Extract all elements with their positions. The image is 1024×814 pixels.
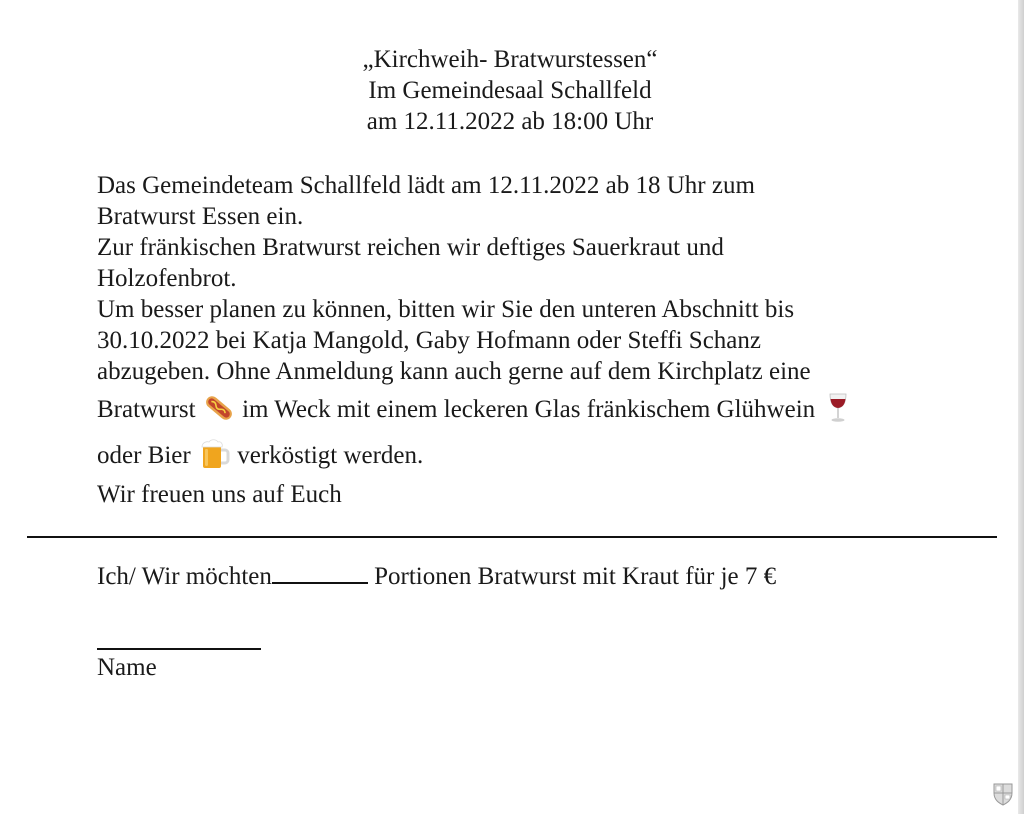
invitation-text — [97, 170, 957, 510]
shield-crest-icon — [992, 782, 1014, 806]
cut-line-divider — [27, 536, 997, 538]
event-title: „Kirchweih- Bratwurstessen“ — [362, 46, 658, 73]
paragraph-line: Um besser planen zu können, bitten wir Sie den unteren Abschnitt bis — [97, 296, 795, 323]
paragraph-line: Zur fränkischen Bratwurst reichen wir deftiges Sauerkraut und — [97, 234, 724, 261]
hotdog-icon — [202, 391, 236, 425]
text-fragment: verköstigt werden. — [237, 442, 424, 469]
text-fragment: Bratwurst — [97, 396, 196, 423]
event-venue: Im Gemeindesaal Schallfeld — [368, 77, 652, 104]
wine-glass-icon — [821, 391, 855, 425]
paragraph-line: Wir freuen uns auf Euch — [97, 481, 342, 508]
paragraph-line: Bratwurst Essen ein. — [97, 203, 304, 230]
paragraph-line: abzugeben. Ohne Anmeldung kann auch gerne auf dem Kirchplatz eine — [97, 358, 811, 385]
order-prefix: Ich/ Wir möchten — [97, 563, 272, 590]
name-signature-line[interactable] — [97, 648, 261, 650]
paragraph-line — [97, 387, 957, 433]
event-title-block — [0, 44, 1020, 137]
text-fragment: oder Bier — [97, 442, 191, 469]
paragraph-line — [97, 433, 957, 479]
paragraph-line: 30.10.2022 bei Katja Mangold, Gaby Hofmann oder Steffi Schanz — [97, 327, 761, 354]
name-label: Name — [97, 654, 157, 681]
order-suffix: Portionen Bratwurst mit Kraut für je 7 € — [367, 563, 777, 590]
event-date: am 12.11.2022 ab 18:00 Uhr — [366, 108, 654, 135]
text-fragment: im Weck mit einem leckeren Glas fränkischem Glühwein — [242, 396, 816, 423]
beer-mug-icon — [197, 437, 231, 471]
order-line — [97, 560, 776, 592]
paragraph-line: Das Gemeindeteam Schallfeld lädt am 12.11.2022 ab 18 Uhr zum — [97, 172, 755, 199]
portion-count-blank[interactable] — [272, 560, 368, 584]
paragraph-line: Holzofenbrot. — [97, 265, 237, 292]
